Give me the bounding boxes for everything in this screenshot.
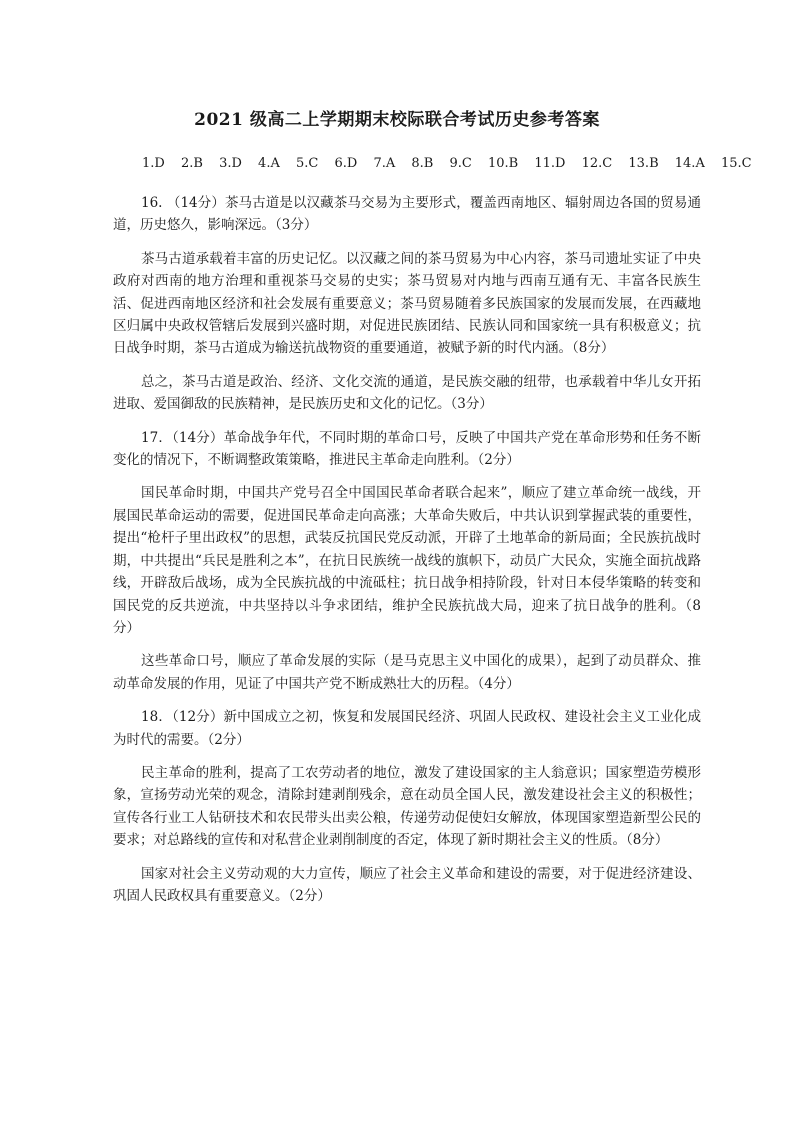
answer-item: 13.B — [628, 156, 659, 171]
q16-analysis: 茶马古道承载着丰富的历史记忆。以汉藏之间的茶马贸易为中心内容，茶马司遗址实证了中央政府对西南的地方治理和重视茶马交易的史实；茶马贸易对内地与西南互通有无、丰富各民族生活、促进西南地区经济和社会发展有重要意义；茶马贸易随着多民族国家的发展而发展，在西藏地区归属中央政权管辖后发展到兴盛时期，对促进民族团结、民族认同和国家统一具有积极意义；抗日战争时期，茶马古道成为输送抗战物资的重要通道，被赋予新的时代内涵。（8分） — [113, 250, 701, 357]
q17-analysis: 国民革命时期，中国共产党号召全中国国民革命者联合起来”，顺应了建立革命统一战线，开展国民革命运动的需要，促进国民革命走向高涨；大革命失败后，中共认识到掌握武装的重要性，提出“枪杆子里出政权”的思想，武装反抗国民党反动派，开辟了土地革命的新局面；全民族抗战时期，中共提出“兵民是胜利之本”，在抗日民族统一战线的旗帜下，动员广大民众，实施全面抗战路线，开辟敌后战场，成为全民族抗战的中流砥柱；抗日战争相持阶段，针对日本侵华策略的转变和国民党的反共逆流，中共坚持以斗争求团结，维护全民族抗战大局，迎来了抗日战争的胜利。（8分） — [113, 485, 701, 636]
answer-item: 6.D — [334, 156, 358, 171]
answer-item: 3.D — [219, 156, 242, 171]
multiple-choice-answers — [142, 156, 764, 171]
answer-item: 7.A — [373, 156, 396, 171]
answer-item: 9.C — [449, 156, 472, 171]
answer-item: 12.C — [581, 156, 613, 171]
answer-item: 11.D — [534, 156, 566, 171]
q16-conclusion: 总之，茶马古道是政治、经济、文化交流的通道，是民族交融的纽带，也承载着中华儿女开拓进取、爱国御敌的民族精神，是民族历史和文化的记忆。（3分） — [113, 373, 701, 413]
answer-item: 2.B — [180, 156, 203, 171]
answer-item: 10.B — [488, 156, 519, 171]
q17-conclusion: 这些革命口号，顺应了革命发展的实际（是马克思主义中国化的成果），起到了动员群众、推动革命发展的作用，见证了中国共产党不断成熟壮大的历程。（4分） — [113, 653, 701, 692]
answer-item: 5.C — [295, 156, 319, 171]
answer-item: 1.D — [142, 156, 165, 171]
answer-body — [113, 192, 701, 918]
q18-analysis: 民主革命的胜利，提高了工农劳动者的地位，激发了建设国家的主人翁意识；国家塑造劳模形象，宣扬劳动光荣的观念，清除封建剥削残余，意在动员全国人民，激发建设社会主义的积极性；宣传各行业工人钻研技术和农民带头出卖公粮，传递劳动促使妇女解放，体现国家塑造新型公民的要求；对总路线的宣传和对私营企业剥削制度的否定，体现了新时期社会主义的性质。（8分） — [113, 764, 701, 849]
q16-intro: 16. （14分）茶马古道是以汉藏茶马交易为主要形式，覆盖西南地区、辐射周边各国的贸易通道，历史悠久，影响深远。（3分） — [113, 195, 701, 234]
q18-conclusion: 国家对社会主义劳动观的大力宣传，顺应了社会主义革命和建设的需要，对于促进经济建设、巩固人民政权具有重要意义。（2分） — [113, 865, 701, 904]
q18-intro: 18．（12分）新中国成立之初，恢复和发展国民经济、巩固人民政权、建设社会主义工业化成为时代的需要。（2分） — [113, 709, 701, 748]
answer-item: 15.C — [720, 156, 752, 171]
answer-item: 14.A — [674, 156, 705, 171]
q17-intro: 17．（14分）革命战争年代，不同时期的革命口号，反映了中国共产党在革命形势和任务不断变化的情况下，不断调整政策策略，推进民主革命走向胜利。（2分） — [113, 429, 701, 469]
answer-item: 4.A — [258, 156, 280, 171]
answer-item: 8.B — [411, 156, 434, 171]
document-title: 2021 级高二上学期期末校际联合考试历史参考答案 — [194, 110, 600, 130]
